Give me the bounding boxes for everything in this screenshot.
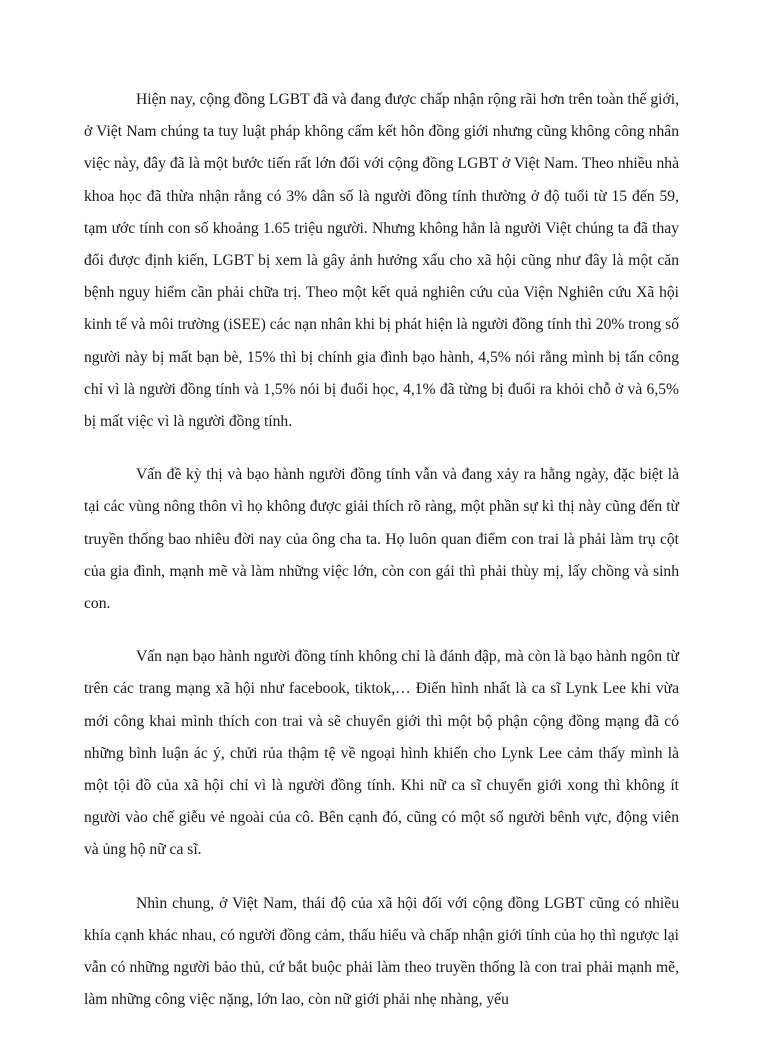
paragraph-1: Hiện nay, cộng đồng LGBT đã và đang được chấp nhận rộng rãi hơn trên toàn thế giới, ở Việt Nam chúng ta tuy luật pháp không cấm kết hôn đồng giới nhưng cũng không công nhân việc này, đây đã là một bước tiến rất lớn đối với cộng đồng LGBT ở Việt Nam. Theo nhiều nhà khoa học đã thừa nhận rằng có 3% dân số là người đồng tính thường ở độ tuổi từ 15 đến 59, tạm ước tính con số khoảng 1.65 triệu người. Nhưng không hẳn là người Việt chúng ta đã thay đổi được định kiến, LGBT bị xem là gây ảnh hưởng xấu cho xã hội cũng như đây là một căn bệnh nguy hiểm cần phải chữa trị. Theo một kết quả nghiên cứu của Viện Nghiên cứu Xã hội kinh tế và môi trường (iSEE) các nạn nhân khi bị phát hiện là người đồng tính thì 20% trong số người này bị mất bạn bè, 15% thì bị chính gia đình bạo hành, 4,5% nói rằng mình bị tấn công chỉ vì là người đồng tính và 1,5% nói bị đuổi học, 4,1% đã từng bị đuổi ra khỏi chỗ ở và 6,5% bị mất việc vì là người đồng tính. — [84, 91, 679, 431]
document-body — [84, 84, 679, 1037]
paragraph-2: Vấn đề kỳ thị và bạo hành người đồng tính vẫn và đang xảy ra hằng ngày, đặc biệt là tại các vùng nông thôn vì họ không được giải thích rõ ràng, một phần sự kì thị này cũng đến từ truyền thống bao nhiêu đời nay của ông cha ta. Họ luôn quan điểm con trai là phải làm trụ cột của gia đình, mạnh mẽ và làm những việc lớn, còn con gái thì phải thùy mị, lấy chồng và sinh con. — [84, 466, 679, 613]
paragraph-4: Nhìn chung, ở Việt Nam, thái độ của xã hội đối với cộng đồng LGBT cũng có nhiều khía cạnh khác nhau, có người đồng cảm, thấu hiểu và chấp nhận giới tính của họ thì ngược lại vẫn có những người bảo thủ, cứ bắt buộc phải làm theo truyền thống là con trai phải mạnh mẽ, làm những công việc nặng, lớn lao, còn nữ giới phải nhẹ nhàng, yếu — [84, 894, 679, 1009]
paragraph-3: Vấn nạn bạo hành người đồng tính không chỉ là đánh đập, mà còn là bạo hành ngôn từ trên các trang mạng xã hội như facebook, tiktok,… Điển hình nhất là ca sĩ Lynk Lee khi vừa mới công khai mình thích con trai và sẽ chuyển giới thì một bộ phận cộng đồng mạng đã có những bình luận ác ý, chửi rủa thậm tệ về ngoại hình khiến cho Lynk Lee cảm thấy mình là một tội đồ của xã hội chỉ vì là người đồng tính. Khi nữ ca sĩ chuyển giới xong thì không ít người vào chế giễu vẻ ngoài của cô. Bên cạnh đó, cũng có một số người bênh vực, động viên và ủng hộ nữ ca sĩ. — [84, 648, 679, 859]
